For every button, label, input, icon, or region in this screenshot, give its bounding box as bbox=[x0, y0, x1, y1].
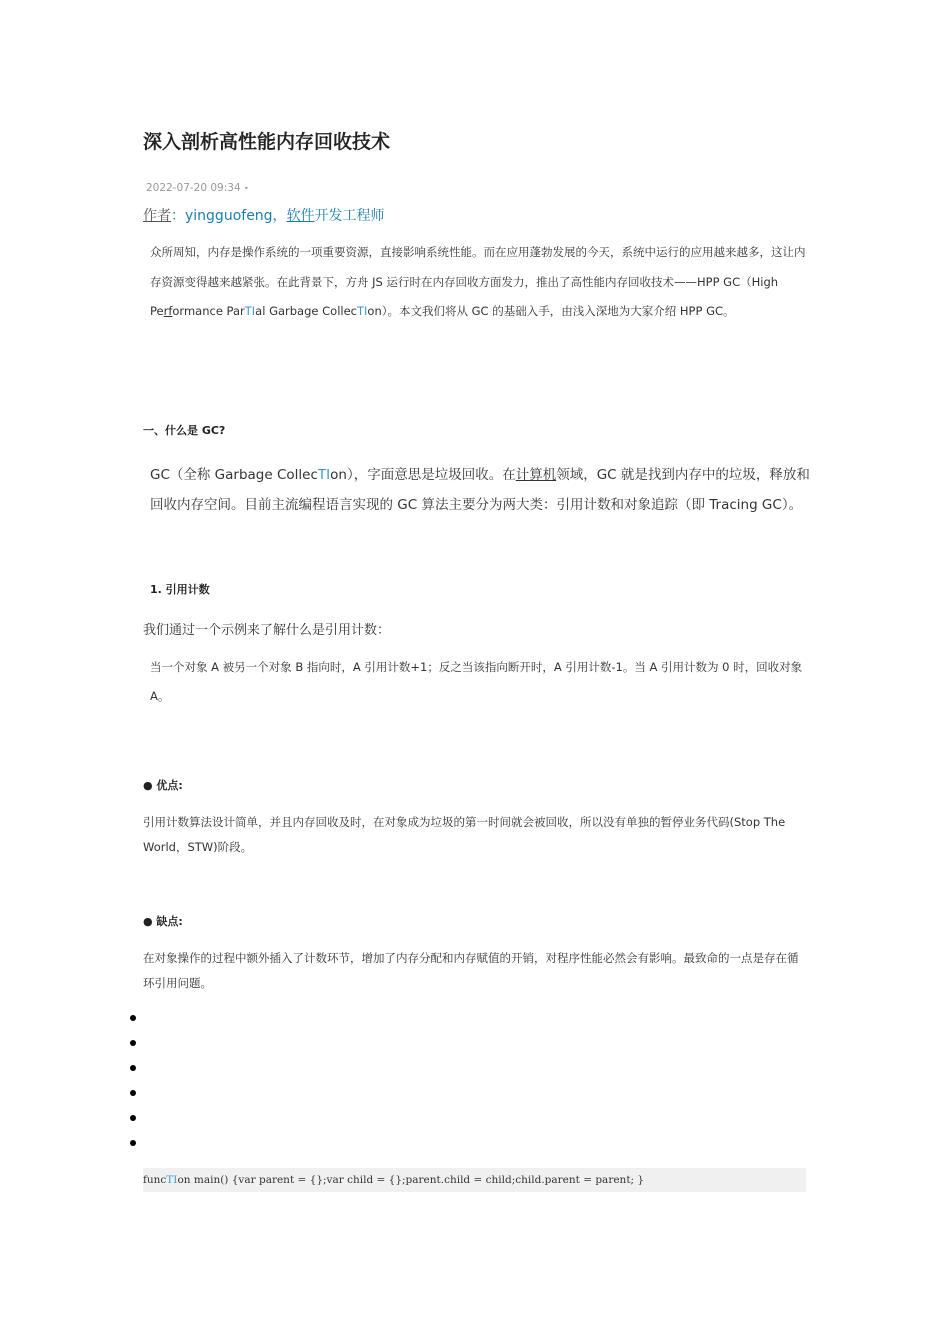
empty-bullet bbox=[130, 1090, 136, 1096]
pros-heading: ● 优点: bbox=[143, 779, 183, 792]
publish-date bbox=[146, 182, 249, 194]
empty-bullet bbox=[130, 1115, 136, 1121]
author-label: 作者 bbox=[143, 208, 171, 224]
intro-paragraph bbox=[150, 238, 810, 327]
intro-text: ormance Par bbox=[172, 304, 245, 318]
author-name[interactable]: yingguofeng， bbox=[185, 208, 287, 224]
section-heading-gc: 一、什么是 GC? bbox=[143, 424, 226, 437]
pros-text: 引用计数算法设计简单，并且内存回收及时，在对象成为垃圾的第一时间就会被回收，所以没有单独的暂停业务代码(Stop The World，STW)阶段。 bbox=[143, 815, 786, 854]
intro-text: 众所周知，内存是操作系统的一项重要资源，直接影响系统性能。而在应用蓬勃发展的今天，系统中运行的应用越来越多，这让内存资源变得越来越紧张。在此背景下，方舟 JS 运行时在内存回收方面发力，推出了高性能内存回收技术——HPP GC（High Pe bbox=[150, 245, 806, 318]
intro-text: on）。本文我们将从 GC 的基础入手，由浅入深地为大家介绍 HPP GC。 bbox=[367, 304, 735, 318]
empty-bullet bbox=[130, 1140, 136, 1146]
dot-icon: • bbox=[243, 184, 249, 193]
empty-bullet bbox=[130, 1065, 136, 1071]
intro-text: al Garbage Collec bbox=[255, 304, 357, 318]
code-text: TI bbox=[166, 1174, 178, 1186]
author-role-link[interactable]: 软件 bbox=[286, 208, 315, 224]
refcount-lead: 我们通过一个示例来了解什么是引用计数： bbox=[143, 623, 391, 638]
author-line bbox=[143, 205, 385, 225]
refcount-example: 当一个对象 A 被另一个对象 B 指向时，A 引用计数+1；反之当该指向断开时，A 引用计数-1。当 A 引用计数为 0 时，回收对象 A。 bbox=[150, 660, 803, 703]
date-text: 2022-07-20 09:34 bbox=[146, 182, 241, 194]
empty-bullet bbox=[130, 1015, 136, 1021]
empty-bullet bbox=[130, 1040, 136, 1046]
intro-text: TI bbox=[244, 304, 256, 318]
gc-paragraph bbox=[150, 461, 810, 520]
gc-text: GC（全称 Garbage Collec bbox=[150, 467, 318, 483]
article-title: 深入剖析高性能内存回收技术 bbox=[143, 131, 391, 153]
code-block bbox=[143, 1168, 806, 1192]
gc-text: 领域，GC 就是找到内存中的垃圾，释放和回收内存空间。目前主流编程语言实现的 GC 算法主要分为两大类：引用计数和对象追踪（即 Tracing GC）。 bbox=[150, 467, 810, 513]
cons-text: 在对象操作的过程中额外插入了计数环节，增加了内存分配和内存赋值的开销，对程序性能必然会有影响。最致命的一点是存在循环引用问题。 bbox=[143, 951, 799, 990]
code-text: on main() {var parent = {};var child = {};parent.child = child;child.parent = parent; } bbox=[177, 1174, 645, 1186]
author-role: 开发工程师 bbox=[314, 208, 385, 224]
intro-text: TI bbox=[357, 304, 368, 318]
author-sep: ： bbox=[171, 208, 185, 224]
cons-heading: ● 缺点: bbox=[143, 915, 183, 928]
computer-link[interactable]: 计算机 bbox=[515, 467, 557, 483]
gc-text: TI bbox=[317, 467, 331, 483]
subsection-heading-refcount: 1. 引用计数 bbox=[150, 583, 210, 596]
code-text: func bbox=[143, 1174, 167, 1186]
intro-text: rf bbox=[163, 304, 173, 318]
gc-text: on），字面意思是垃圾回收。在 bbox=[330, 467, 516, 483]
